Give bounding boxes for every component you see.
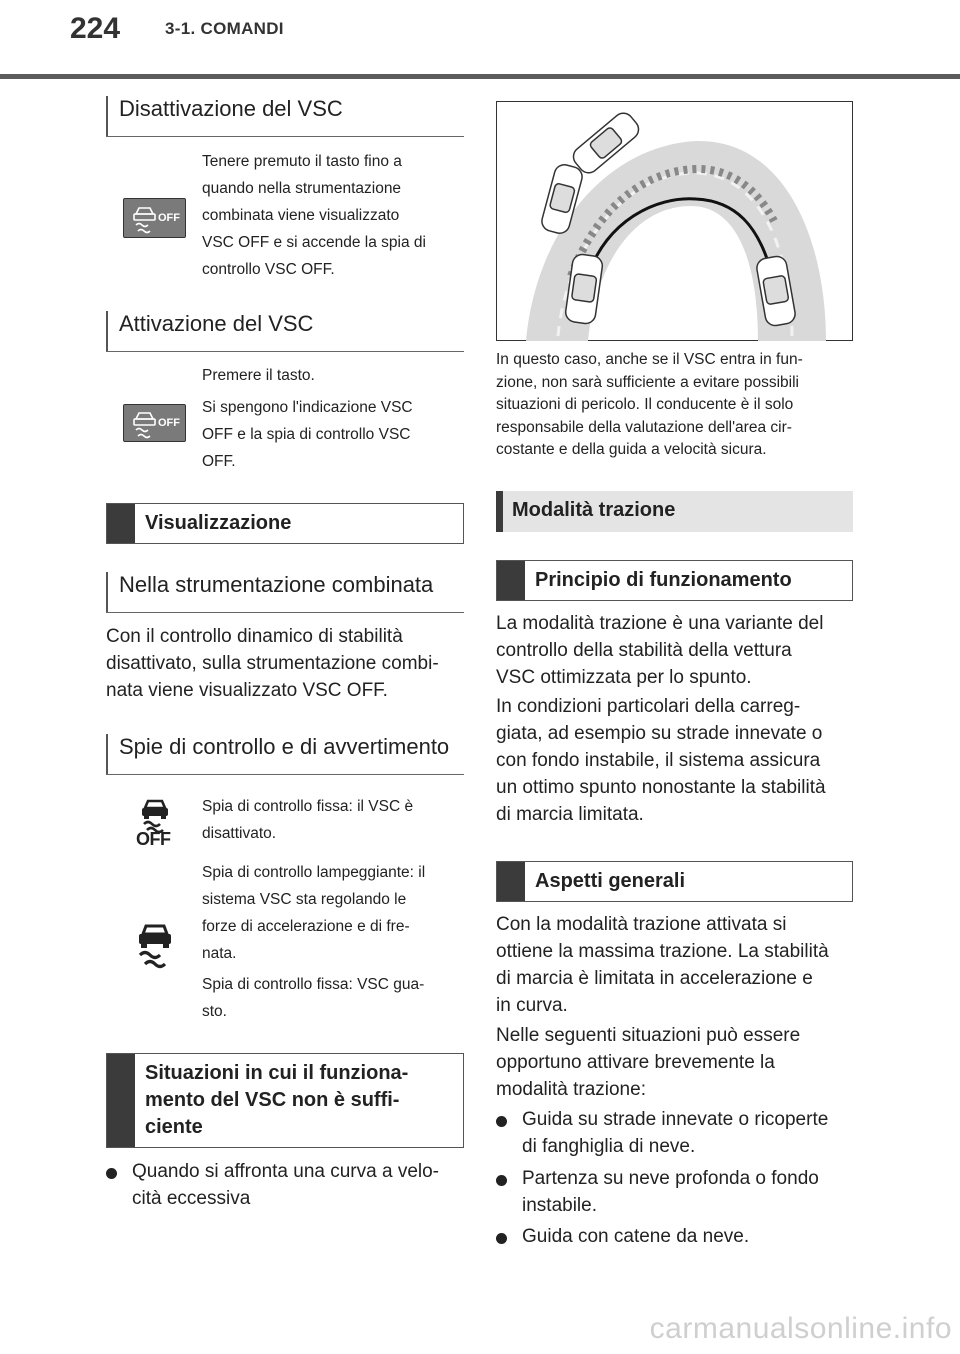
watermark: carmanualsonline.info	[649, 1312, 952, 1345]
section-bar	[497, 561, 525, 600]
lamp3-text: Spia di controllo fissa: VSC gua- sto.	[202, 976, 425, 1020]
bullet-icon	[496, 1233, 507, 1244]
illustration-caption: In questo caso, anche se il VSC entra in fun- zione, non sarà sufficiente a evitare possibili situazioni di pericolo. Il conducente è il solo responsabile della valutazione dell'area cir- costante e della guida a velocità sicura.	[496, 351, 803, 458]
principle-section-header: Principio di funzionamento	[496, 560, 853, 601]
traction-section-header: Modalità trazione	[496, 491, 853, 532]
lamp2-text: Spia di controllo lampeggiante: il sistema VSC sta regolando le forze di accelerazione e di fre- nata.	[202, 864, 426, 962]
vsc-off-button-icon	[123, 198, 186, 238]
lamp-off-label: OFF	[136, 829, 171, 849]
bullet-icon	[496, 1175, 507, 1186]
section-bar	[496, 491, 503, 532]
situations-section-header: Situazioni in cui il funziona- mento del VSC non è suffi- ciente	[106, 1053, 464, 1148]
list-item: Guida con catene da neve.	[496, 1223, 866, 1250]
curve-skid-illustration	[496, 101, 853, 341]
activation-title: Attivazione del VSC	[119, 311, 314, 336]
lamp1-text: Spia di controllo fissa: il VSC è disattivato.	[202, 798, 414, 842]
general-section-header: Aspetti generali	[496, 861, 853, 902]
section-bar	[107, 1054, 135, 1147]
activation-text-1: Premere il tasto.	[202, 367, 315, 384]
off-label: OFF	[158, 417, 180, 429]
principle-paragraph-1: La modalità trazione è una variante del controllo della stabilità della vettura VSC ottimizzata per lo spunto.	[496, 613, 824, 688]
bullet-icon	[106, 1168, 117, 1179]
lamps-heading	[106, 734, 464, 775]
cluster-title: Nella strumentazione combinata	[119, 572, 434, 597]
chapter-title: 3-1. COMANDI	[165, 19, 284, 38]
vsc-lamp-icon	[133, 922, 177, 972]
section-bar	[107, 504, 135, 543]
general-paragraph-1: Con la modalità trazione attivata si ottiene la massima trazione. La stabilità di marcia è limitata in accelerazione e in curva.	[496, 914, 829, 1016]
vsc-off-button-icon-2	[123, 404, 186, 442]
list-item: Quando si affronta una curva a velo- cità eccessiva	[106, 1158, 466, 1212]
deactivation-title: Disattivazione del VSC	[119, 96, 343, 121]
activation-text-2: Si spengono l'indicazione VSC OFF e la spia di controllo VSC OFF.	[202, 399, 413, 470]
deactivation-text: Tenere premuto il tasto fino a quando nella strumentazione combinata viene visualizzato VSC OFF e si accende la spia di controllo VSC OFF.	[202, 153, 426, 278]
list-item: Guida su strade innevate o ricoperte di fanghiglia di neve.	[496, 1106, 866, 1160]
general-paragraph-2: Nelle seguenti situazioni può essere opportuno attivare brevemente la modalità trazione:	[496, 1025, 801, 1100]
list-item: Partenza su neve profonda o fondo instabile.	[496, 1165, 866, 1219]
activation-heading	[106, 311, 464, 352]
display-section-header: Visualizzazione	[106, 503, 464, 544]
deactivation-heading	[106, 96, 464, 137]
principle-paragraph-2: In condizioni particolari della carreg- giata, ad esempio su strade innevate o con fondo instabile, il sistema assicura un ottimo spunto nonostante la stabilità di marcia limitata.	[496, 696, 826, 825]
lamps-title: Spie di controllo e di avvertimento	[119, 734, 450, 759]
bullet-icon	[496, 1116, 507, 1127]
header-rule	[0, 74, 960, 79]
off-label: OFF	[158, 212, 180, 224]
page-number: 224	[70, 12, 121, 45]
cluster-heading	[106, 572, 464, 613]
cluster-paragraph: Con il controllo dinamico di stabilità disattivato, sulla strumentazione combi- nata viene visualizzato VSC OFF.	[106, 626, 439, 701]
section-bar	[497, 862, 525, 901]
